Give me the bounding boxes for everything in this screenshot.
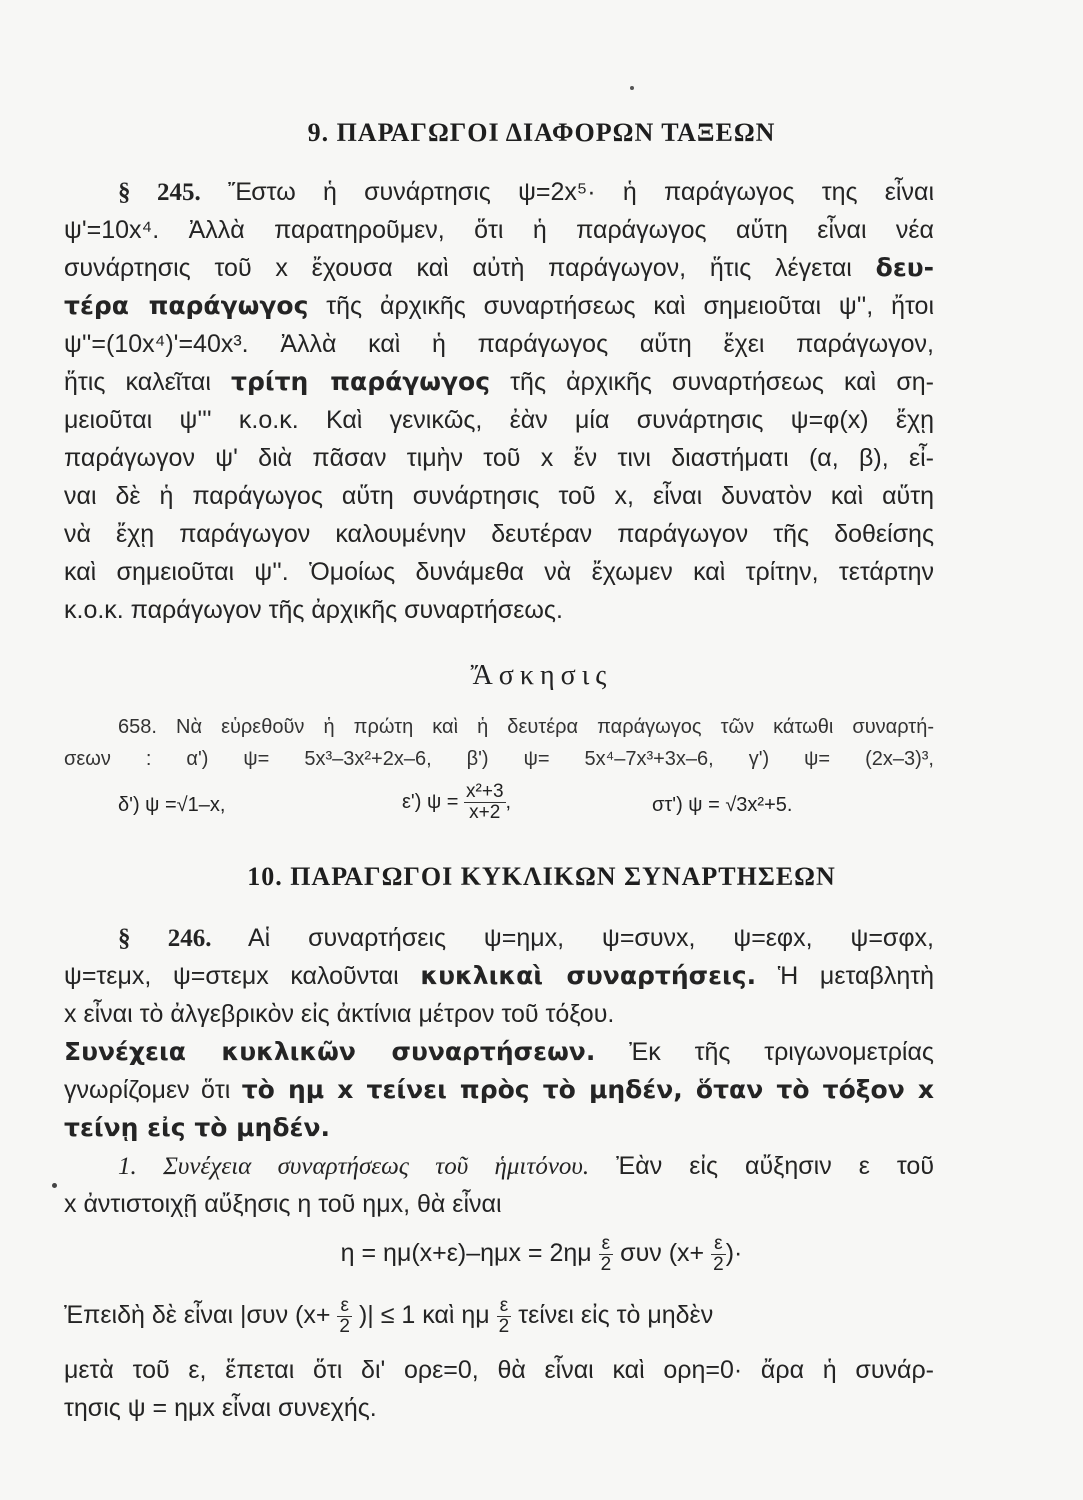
fraction: $\frac{\varepsilon}{2}$	[600, 1233, 612, 1275]
section-9-heading: 9. ΠΑΡΑΓΩΓΟΙ ΔΙΑΦΟΡΩΝ ΤΑΞΕΩΝ	[307, 118, 776, 147]
sine-difference-formula: η = ημ(x+ε)–ημx = 2ημ $\frac{\varepsilon}{2}$ συν (x+ $\frac{\varepsilon}{2}$ )·	[340, 1233, 743, 1275]
margin-dot	[52, 1183, 57, 1188]
fraction: $\frac{\varepsilon}{2}$	[339, 1295, 350, 1337]
s10-line-10: μετὰ τοῦ ε, ἕπεται ὅτι δι' ορε=0, θὰ εἶναι καὶ ορη=0· ἄρα ἡ συνάρ-	[64, 1356, 934, 1384]
s9-line-6: ἥτις καλεῖται τρίτη παράγωγος τῆς ἀρχικῆς συναρτήσεως καὶ ση-	[64, 367, 934, 396]
s10-line-1: § 246. Αἱ συναρτήσεις ψ=ημx, ψ=συνx, ψ=εφx, ψ=σφx,	[118, 924, 935, 952]
exercise-heading: Ἄσκησις	[470, 660, 613, 691]
s10-line-4: Συνέχεια κυκλικῶν συναρτήσεων. Ἐκ τῆς τριγωνομετρίας	[64, 1037, 934, 1066]
exercise-option-d: δ') ψ =√1–x,	[118, 794, 226, 816]
exercise-line-1: 658. Νὰ εὑρεθοῦν ἡ πρώτη καὶ ἡ δευτέρα παράγωγος τῶν κάτωθι συναρτή-	[118, 716, 934, 738]
s9-line-9: ναι δὲ ἡ παράγωγος αὕτη συνάρτησις τοῦ x, εἶναι δυνατὸν καὶ αὕτη	[64, 482, 934, 510]
s10-line-7: 1. Συνέχεια συναρτήσεως τοῦ ἡμιτόνου. Ἐὰν εἰς αὔξησιν ε τοῦ	[118, 1152, 934, 1180]
exercise-option-e: ε') ψ = $\frac{\text{x²+3}}{x+2}$ ,	[402, 781, 512, 823]
s10-line-11: τησις ψ = ημx εἶναι συνεχής.	[64, 1394, 377, 1422]
s10-line-8: x ἀντιστοιχῇ αὔξησις η τοῦ ημx, θὰ εἶναι	[64, 1190, 502, 1218]
fraction: $\frac{\varepsilon}{2}$	[713, 1233, 724, 1275]
s9-line-8: παράγωγον ψ' διὰ πᾶσαν τιμὴν τοῦ x ἔν τινι διαστήματι (α, β), εἶ-	[64, 444, 934, 472]
s9-line-3: συνάρτησις τοῦ x ἔχουσα καὶ αὐτὴ παράγωγον, ἥτις λέγεται δευ-	[64, 253, 934, 282]
s9-line-4: τέρα παράγωγος τῆς ἀρχικῆς συναρτήσεως καὶ σημειοῦται ψ'', ἤτοι	[64, 291, 934, 320]
s9-line-12: κ.ο.κ. παράγωγον τῆς ἀρχικῆς συναρτήσεως.	[64, 596, 563, 624]
s9-line-10: νὰ ἔχῃ παράγωγον καλουμένην δευτέραν παράγωγον τῆς δοθείσης	[64, 520, 934, 548]
s9-line-5: ψ''=(10x⁴)'=40x³. Ἀλλὰ καὶ ἡ παράγωγος αὕτη ἔχει παράγωγον,	[64, 330, 934, 358]
fraction: $\frac{\varepsilon}{2}$	[498, 1295, 510, 1337]
s9-line-2: ψ'=10x⁴. Ἀλλὰ παρατηροῦμεν, ὅτι ἡ παράγωγος αὕτη εἶναι νέα	[64, 216, 934, 244]
ink-dot	[630, 86, 634, 90]
s10-line-2: ψ=τεμx, ψ=στεμx καλοῦνται κυκλικαὶ συναρτήσεις. Ἡ μεταβλητὴ	[64, 961, 934, 990]
s9-line-11: καὶ σημειοῦται ψ''. Ὁμοίως δυνάμεθα νὰ ἔχωμεν καὶ τρίτην, τετάρτην	[64, 558, 934, 586]
fraction: $\frac{\text{x²+3}}{x+2}$	[466, 781, 504, 823]
s10-line-5: γνωρίζομεν ὅτι τὸ ημ x τείνει πρὸς τὸ μηδέν, ὅταν τὸ τόξον x	[64, 1075, 934, 1104]
section-10-heading: 10. ΠΑΡΑΓΩΓΟΙ ΚΥΚΛΙΚΩΝ ΣΥΝΑΡΤΗΣΕΩΝ	[247, 862, 836, 891]
exercise-line-2: σεων : α') ψ= 5x³–3x²+2x–6, β') ψ= 5x⁴–7x³+3x–6, γ') ψ= (2x–3)³,	[64, 748, 934, 770]
exercise-option-st: στ') ψ = √3x²+5.	[652, 794, 793, 816]
s9-line-1: § 245. Ἔστω ἡ συνάρτησις ψ=2x⁵· ἡ παράγωγος της εἶναι	[118, 178, 934, 206]
s9-line-7: μειοῦται ψ''' κ.ο.κ. Καὶ γενικῶς, ἐὰν μία συνάρτησις ψ=φ(x) ἔχῃ	[64, 406, 934, 434]
s10-line-6: τείνῃ εἰς τὸ μηδέν.	[64, 1113, 330, 1142]
s10-line-9: Ἐπειδὴ δὲ εἶναι |συν (x+ $\frac{\varepsilon}{2}$ )| ≤ 1 καὶ ημ $\frac{\varepsilon}{2}$ τείνει εἰς τὸ μηδὲν	[64, 1295, 714, 1337]
s10-line-3: x εἶναι τὸ ἀλγεβρικὸν εἰς ἀκτίνια μέτρον τοῦ τόξου.	[64, 1000, 615, 1028]
